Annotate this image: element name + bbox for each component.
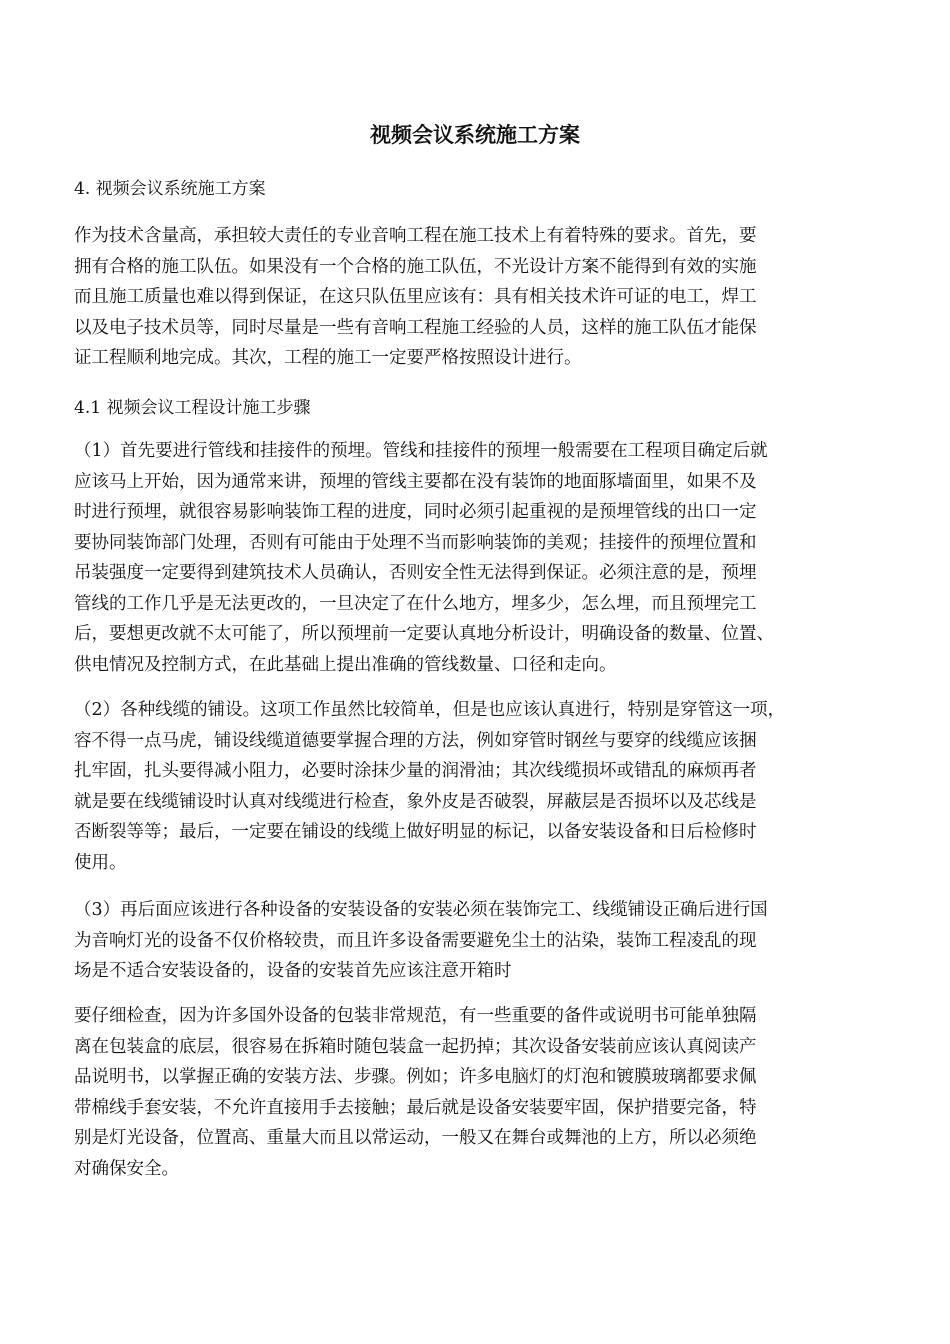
step1-line: 管线的工作几乎是无法更改的，一旦决定了在什么地方，埋多少，怎么埋，而且预埋完工: [74, 593, 757, 614]
step1-line: 吊装强度一定要得到建筑技术人员确认，否则安全性无法得到保证。必须注意的是，预埋: [74, 563, 757, 583]
step1-line: 供电情况及控制方式，在此基础上提出准确的管线数量、口径和走向。: [74, 654, 617, 675]
section-heading: 4. 视频会议系统施工方案: [74, 179, 266, 199]
step3-cont-line: 品说明书，以掌握正确的安装方法、步骤。例如；许多电脑灯的灯泡和镀膜玻璃都要求佩: [74, 1067, 757, 1087]
step2-line: 扎牢固，扎头要得减小阻力，必要时涂抹少量的润滑油；其次线缆损坏或错乱的麻烦再者: [74, 761, 757, 781]
step3-cont-line: 别是灯光设备，位置高、重量大而且以常运动，一般又在舞台或舞池的上方，所以必须绝: [74, 1128, 757, 1148]
step2-paragraph: [74, 695, 890, 878]
step2-line: 使用。: [74, 852, 127, 873]
intro-line: 证工程顺利地完成。其次，工程的施工一定要严格按照设计进行。: [74, 348, 582, 368]
step2-line: 否断裂等等；最后，一定要在铺设的线缆上做好明显的标记，以备安装设备和日后检修时: [74, 822, 757, 842]
step2-line: （2）各种线缆的铺设。这项工作虽然比较简单，但是也应该认真进行，特别是穿管这一项，: [74, 700, 786, 720]
step3-continued-paragraph: [74, 1001, 890, 1184]
step2-line: 容不得一点马虎，铺设线缆道德要掌握合理的方法，例如穿管时钢丝与要穿的线缆应该捆: [74, 730, 757, 751]
step3-line: 场是不适合安装设备的，设备的安装首先应该注意开箱时: [74, 961, 512, 981]
step3-line: 为音响灯光的设备不仅价格较贵，而且许多设备需要避免尘土的沾染，装饰工程凌乱的现: [74, 930, 757, 951]
step1-paragraph: [74, 436, 890, 680]
step1-line: （1）首先要进行管线和挂接件的预埋。管线和挂接件的预埋一般需要在工程项目确定后就: [74, 441, 768, 461]
step1-line: 后，要想更改就不太可能了，所以预埋前一定要认真地分析设计，明确设备的数量、位置、: [74, 624, 774, 644]
step3-paragraph: [74, 895, 890, 987]
step2-line: 就是要在线缆铺设时认真对线缆进行检查，象外皮是否破裂，屏蔽层是否损坏以及芯线是: [74, 791, 757, 812]
step3-cont-line: 离在包装盒的底层，很容易在拆箱时随包装盒一起扔掉；其次设备安装前应该认真阅读产: [74, 1036, 757, 1057]
step1-line: 应该马上开始，因为通常来讲，预埋的管线主要都在没有装饰的地面豚墙面里，如果不及: [74, 471, 757, 492]
step1-line: 时进行预埋，就很容易影响装饰工程的进度，同时必须引起重视的是预埋管线的出口一定: [74, 502, 757, 522]
step3-cont-line: 带棉线手套安装，不允许直接用手去接触；最后就是设备安装要牢固，保护措要完备，特: [74, 1097, 757, 1118]
intro-line: 而且施工质量也难以得到保证，在这只队伍里应该有：具有相关技术许可证的电工，焊工: [74, 287, 757, 307]
subsection-heading: 4.1 视频会议工程设计施工步骤: [74, 398, 311, 418]
intro-line: 作为技术含量高，承担较大责任的专业音响工程在施工技术上有着特殊的要求。首先，要: [74, 226, 757, 246]
document-title: 视频会议系统施工方案: [370, 123, 580, 147]
intro-line: 以及电子技术员等，同时尽量是一些有音响工程施工经验的人员，这样的施工队伍才能保: [74, 317, 757, 338]
intro-line: 拥有合格的施工队伍。如果没有一个合格的施工队伍，不光设计方案不能得到有效的实施: [74, 256, 757, 277]
step1-line: 要协同装饰部门处理，否则有可能由于处理不当而影响装饰的美观；挂接件的预埋位置和: [74, 532, 757, 553]
step3-cont-line: 要仔细检查，因为许多国外设备的包装非常规范，有一些重要的备件或说明书可能单独隔: [74, 1006, 757, 1026]
intro-paragraph: [74, 221, 890, 374]
step3-cont-line: 对确保安全。: [74, 1158, 179, 1179]
step3-line: （3）再后面应该进行各种设备的安装设备的安装必须在装饰完工、线缆铺设正确后进行国: [74, 900, 768, 920]
